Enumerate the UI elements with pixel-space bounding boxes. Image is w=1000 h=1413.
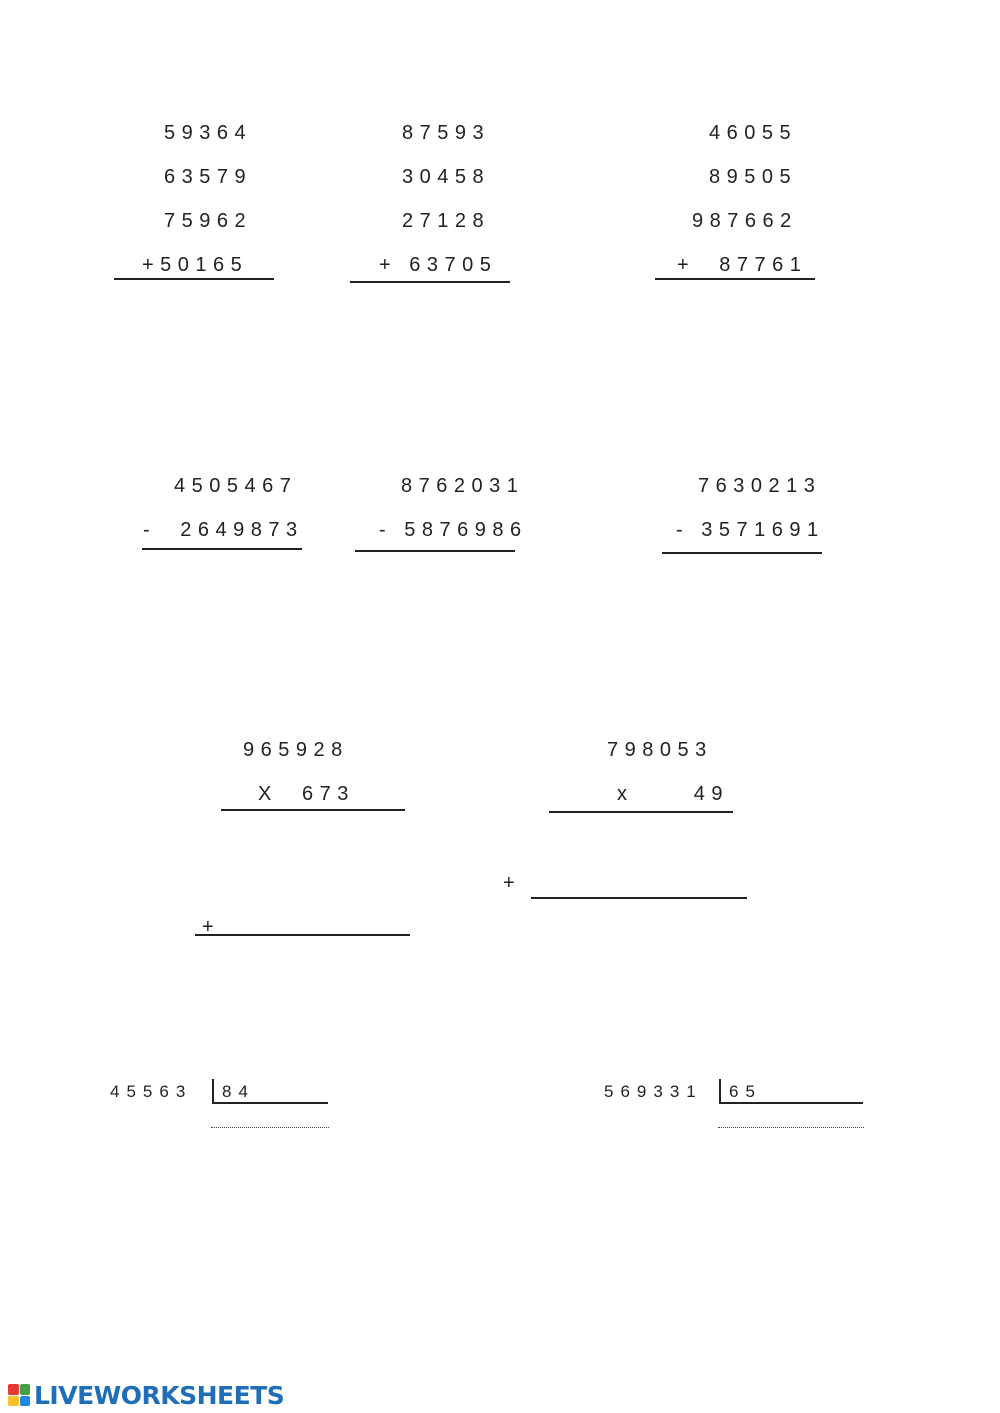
plus-sign: + xyxy=(503,872,515,894)
multiplier: x 49 xyxy=(617,783,730,805)
minuend: 8762031 xyxy=(401,475,525,497)
division-bracket xyxy=(212,1079,214,1104)
minuend: 4505467 xyxy=(174,475,298,497)
liveworksheets-logo[interactable] xyxy=(8,1380,284,1410)
minuend: 7630213 xyxy=(698,475,822,497)
logo-block-blue xyxy=(20,1396,31,1407)
logo-text: LIVEWORKSHEETS xyxy=(34,1380,285,1410)
logo-blocks-icon xyxy=(8,1384,30,1406)
addend-2: 30458 xyxy=(402,166,491,188)
addend-4: + 87761 xyxy=(677,254,808,276)
sum-line xyxy=(195,934,410,936)
logo-block-yellow xyxy=(8,1396,19,1407)
subtrahend: - 3571691 xyxy=(676,519,825,541)
answer-line xyxy=(142,548,302,550)
addend-4: + 63705 xyxy=(379,254,498,276)
addend-3: 27128 xyxy=(402,210,491,232)
addend-3: 75962 xyxy=(164,210,253,232)
divisor: 65 xyxy=(729,1082,762,1101)
addend-3: 987662 xyxy=(692,210,798,232)
sum-line xyxy=(531,897,747,899)
multiplicand: 798053 xyxy=(607,739,713,761)
logo-block-red xyxy=(8,1384,19,1395)
addend-4: +50165 xyxy=(142,254,249,276)
answer-line xyxy=(355,550,515,552)
answer-line xyxy=(350,281,510,283)
division-bracket xyxy=(719,1079,721,1104)
product-line xyxy=(549,811,733,813)
answer-line xyxy=(662,552,822,554)
addend-1: 87593 xyxy=(402,122,491,144)
addend-1: 59364 xyxy=(164,122,253,144)
subtrahend: - 5876986 xyxy=(379,519,528,541)
addend-2: 63579 xyxy=(164,166,253,188)
multiplier: X 673 xyxy=(258,783,355,805)
multiplicand: 965928 xyxy=(243,739,349,761)
product-line xyxy=(221,809,405,811)
logo-block-green xyxy=(20,1384,31,1395)
addend-2: 89505 xyxy=(709,166,798,188)
addend-1: 46055 xyxy=(709,122,798,144)
answer-line xyxy=(655,278,815,280)
subtrahend: - 2649873 xyxy=(143,519,304,541)
quotient-dotted-line xyxy=(211,1127,329,1128)
quotient-dotted-line xyxy=(718,1127,864,1128)
dividend: 45563 xyxy=(110,1082,193,1101)
answer-line xyxy=(114,278,274,280)
plus-sign: + xyxy=(202,916,214,938)
divisor: 84 xyxy=(222,1082,255,1101)
dividend: 569331 xyxy=(604,1082,703,1101)
